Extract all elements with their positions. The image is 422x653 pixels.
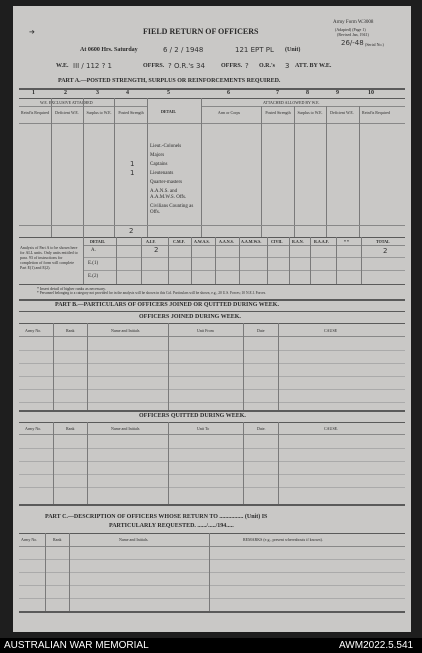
head-reinf-r: Reinf'ts Required xyxy=(362,110,390,115)
head-posted-r: Posted Strength xyxy=(265,110,291,115)
an-aif-value: 2 xyxy=(154,246,159,254)
joined-title: OFFICERS JOINED DURING WEEK. xyxy=(139,314,241,320)
col-num-10: 10 xyxy=(368,90,374,96)
return-date: 6 / 2 / 1948 xyxy=(163,46,204,54)
quitted-h-name: Name and Initials xyxy=(111,426,140,431)
posted-lieutenants: 1 xyxy=(130,169,135,177)
footnote-2: * Personnel belonging to a category not provided for in the analysis will be shown in this Col. Particulars will be shown, e.g., 20 U.S. Forces; 10 N.E.I. Forces. xyxy=(37,291,267,295)
part-a-title: PART A.—POSTED STRENGTH, SURPLUS OR REINFORCEMENTS REQUIRED. xyxy=(58,78,281,84)
quitted-h-cause: CAUSE. xyxy=(324,426,339,431)
rank-captains: Captains xyxy=(150,162,168,167)
attached-label: ATTACHED ALLOWED BY W.E. xyxy=(263,100,320,105)
analysis-note: Analysis of Part A to be shown here for ALL units. Only units entitled to para. 93 of instructions for completion of form will complete Part E(1) and E(2). xyxy=(20,245,78,270)
rank-aans: A.A.N.S. and A.A.M.W.S. Offs. xyxy=(150,189,187,200)
posted-total: 2 xyxy=(129,227,134,235)
joined-h-cause: CAUSE xyxy=(324,328,338,333)
head-deficient-r: Deficient W.E. xyxy=(330,110,354,115)
form-sheet xyxy=(13,6,411,632)
col-num-5: 5 xyxy=(167,90,170,96)
an-row-e1: E.(1) xyxy=(88,261,99,266)
an-head-aamws: A.A.M.W.S. xyxy=(241,239,262,244)
partc-h-army: Army No. xyxy=(21,537,38,542)
an-head-aans: A.A.N.S. xyxy=(219,239,234,244)
form-title: FIELD RETURN OF OFFICERS xyxy=(143,27,259,36)
archive-footer xyxy=(0,638,422,653)
quitted-h-date: Date. xyxy=(257,426,266,431)
joined-h-name: Name and Initials xyxy=(111,328,140,333)
an-row-e2: E.(2) xyxy=(88,274,99,279)
footnote-1: * Insert detail of higher ranks as necessary. xyxy=(37,286,106,291)
corner-mark: ➔ xyxy=(29,28,35,36)
an-row-a: A. xyxy=(91,248,96,253)
an-head-cmf: C.M.F. xyxy=(173,239,185,244)
we-label: W.E. xyxy=(56,63,69,69)
form-number: Army Form W.3008 xyxy=(333,20,374,25)
quitted-h-unit: Unit To xyxy=(197,426,210,431)
form-revised: (Revised Jan, 1941) xyxy=(337,32,369,37)
footer-accession: AWM2022.5.541 xyxy=(339,640,414,651)
an-head-total: TOTAL xyxy=(376,239,390,244)
col-num-8: 8 xyxy=(306,90,309,96)
joined-h-unit: Unit From xyxy=(197,328,214,333)
col-num-6: 6 xyxy=(227,90,230,96)
part-c-title-1: PART C.—DESCRIPTION OF OFFICERS WHOSE RETURN TO ................ (Unit) IS xyxy=(45,514,268,520)
head-deficient: Deficient W.E. xyxy=(55,110,79,115)
an-head-other: * * xyxy=(344,239,349,244)
ors-label: O.R.'s xyxy=(259,63,276,69)
rank-lieutenants: Lieutenants xyxy=(150,171,174,176)
offrs-label: OFFRS. xyxy=(143,63,165,69)
joined-h-date: Date xyxy=(257,328,265,333)
rank-ltcol: Lieut.-Colonels xyxy=(150,144,182,149)
offrs-value: ? O.R.'s 34 xyxy=(168,62,205,70)
col-num-3: 3 xyxy=(96,90,99,96)
unit-value: 121 EPT PL xyxy=(235,46,274,54)
an-head-ran: R.A.N. xyxy=(292,239,304,244)
col-num-9: 9 xyxy=(336,90,339,96)
serial-label: (Serial No.) xyxy=(365,42,384,47)
footer-institution: AUSTRALIAN WAR MEMORIAL xyxy=(4,640,149,651)
posted-captains: 1 xyxy=(130,160,135,168)
rank-qm: Quarter-masters xyxy=(150,180,183,185)
offrs2-label: OFFRS. xyxy=(221,63,243,69)
rank-civilians: Civilians Counting as Offs. xyxy=(150,204,194,215)
we-value: III / 112 ? 1 xyxy=(73,62,112,70)
col-num-1: 1 xyxy=(32,90,35,96)
serial-number: 26/-48 xyxy=(341,39,364,47)
att-label: ATT. BY W.E. xyxy=(295,63,332,69)
joined-h-army: Army No. xyxy=(25,328,42,333)
an-head-awas: A.W.A.S. xyxy=(194,239,210,244)
detail-label: DETAIL xyxy=(161,109,177,114)
we-excl-label: W.E. EXCLUSIVE ATTACHED xyxy=(40,100,93,105)
head-surplus-r: Surplus to W.E. xyxy=(297,110,323,115)
at-line: At 0600 Hrs. Saturday xyxy=(80,47,138,53)
head-surplus: Surplus to W.E. xyxy=(86,110,112,115)
quitted-h-rank: Rank xyxy=(66,426,75,431)
offrs2-value: ? xyxy=(245,62,249,70)
an-total-value: 2 xyxy=(383,247,388,255)
col-num-7: 7 xyxy=(276,90,279,96)
partc-h-name: Name and Initials. xyxy=(119,537,149,542)
unit-label: (Unit) xyxy=(285,47,301,53)
an-head-detail: DETAIL xyxy=(90,239,106,244)
head-posted: Posted Strength xyxy=(118,110,144,115)
col-num-4: 4 xyxy=(126,90,129,96)
ors-value: 3 xyxy=(285,62,290,70)
part-c-title-2: PARTICULARLY REQUESTED. ....../...../194..... xyxy=(109,523,234,529)
col-num-2: 2 xyxy=(64,90,67,96)
partc-h-rank: Rank xyxy=(53,537,62,542)
head-reinf: Reinf'ts Required xyxy=(21,110,49,115)
an-head-civil: CIVIL xyxy=(271,239,283,244)
quitted-title: OFFICERS QUITTED DURING WEEK. xyxy=(139,413,246,419)
rank-majors: Majors xyxy=(150,153,165,158)
form-adapted: (Adapted) (Page 1) xyxy=(335,27,366,32)
part-b-title: PART B.—PARTICULARS OF OFFICERS JOINED OR QUITTED DURING WEEK. xyxy=(55,302,279,308)
quitted-h-army: Army No. xyxy=(25,426,42,431)
an-head-raaf: R.A.A.F. xyxy=(314,239,329,244)
head-arm: Arm or Corps xyxy=(217,110,241,115)
an-head-aif: A.I.F. xyxy=(146,239,156,244)
joined-h-rank: Rank xyxy=(66,328,75,333)
partc-h-remarks: REMARKS (e.g., present whereabouts if known). xyxy=(243,537,323,542)
